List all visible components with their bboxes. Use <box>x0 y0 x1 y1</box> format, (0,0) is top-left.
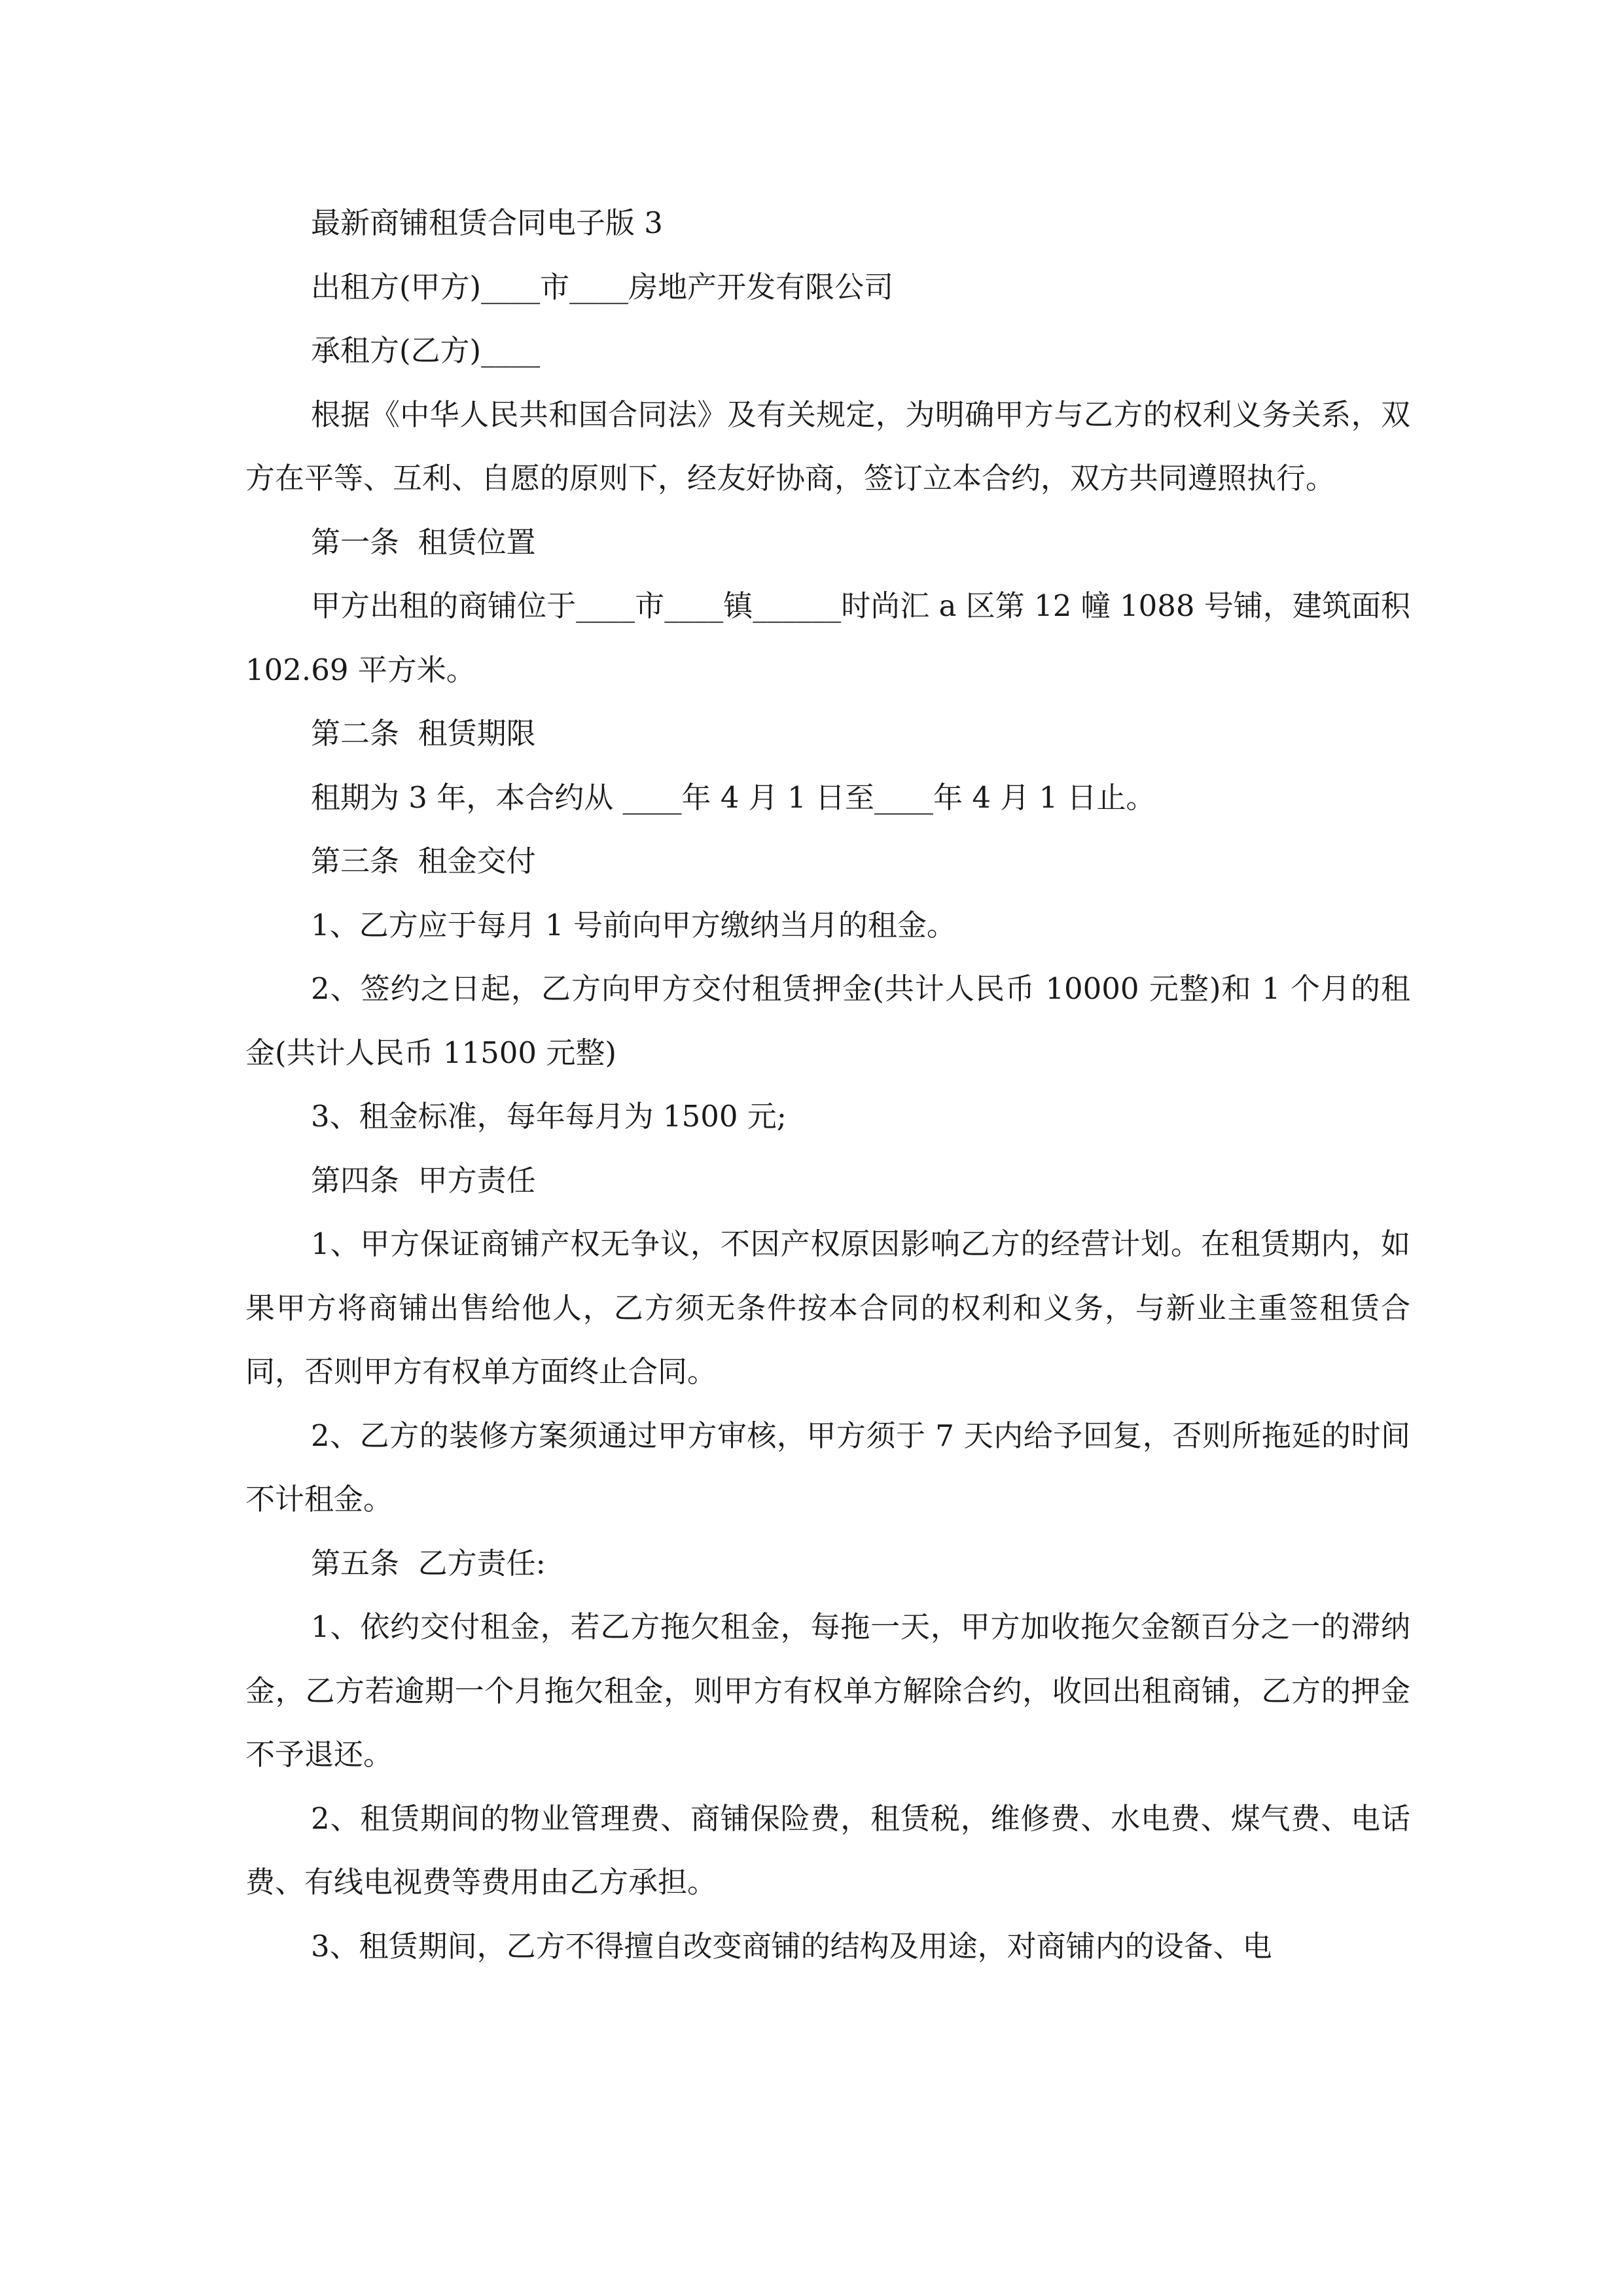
article-5-item-1: 1、依约交付租金，若乙方拖欠租金，每拖一天，甲方加收拖欠金额百分之一的滞纳金，乙方若逾期一个月拖欠租金，则甲方有权单方解除合约，收回出租商铺，乙方的押金不予退还。 <box>245 1609 1410 1772</box>
document-body <box>245 191 1420 1978</box>
article-3-item-3: 3、租金标准，每年每月为 1500 元; <box>311 1099 787 1134</box>
article-4-item-1: 1、甲方保证商铺产权无争议，不因产权原因影响乙方的经营计划。在租赁期内，如果甲方将商铺出售给他人，乙方须无条件按本合同的权利和义务，与新业主重签租赁合同，否则甲方有权单方面终止合同。 <box>245 1227 1410 1389</box>
article-3-item-2: 2、签约之日起，乙方向甲方交付租赁押金(共计人民币 10000 元整)和 1 个月的租金(共计人民币 11500 元整) <box>245 971 1410 1070</box>
article-2-heading: 第二条 租赁期限 <box>311 716 536 751</box>
article-5-item-3: 3、租赁期间，乙方不得擅自改变商铺的结构及用途，对商铺内的设备、电 <box>311 1928 1272 1964</box>
preamble-paragraph: 根据《中华人民共和国合同法》及有关规定，为明确甲方与乙方的权利义务关系，双方在平等、互利、自愿的原则下，经友好协商，签订立本合约，双方共同遵照执行。 <box>245 397 1410 495</box>
lessee-line: 承租方(乙方)____ <box>311 333 541 368</box>
article-3-item-1: 1、乙方应于每月 1 号前向甲方缴纳当月的租金。 <box>311 907 956 942</box>
lessor-line: 出租方(甲方)____市____房地产开发有限公司 <box>311 269 894 304</box>
article-5-heading: 第五条 乙方责任: <box>311 1545 546 1581</box>
article-1-heading: 第一条 租赁位置 <box>311 524 536 560</box>
article-5-item-2: 2、租赁期间的物业管理费、商铺保险费，租赁税，维修费、水电费、煤气费、电话费、有线电视费等费用由乙方承担。 <box>245 1801 1410 1899</box>
article-4-item-2: 2、乙方的装修方案须通过甲方审核，甲方须于 7 天内给予回复，否则所拖延的时间不计租金。 <box>245 1418 1410 1516</box>
document-title: 最新商铺租赁合同电子版 3 <box>311 206 663 240</box>
article-1-paragraph: 甲方出租的商铺位于____市____镇______时尚汇 a 区第 12 幢 1088 号铺，建筑面积 102.69 平方米。 <box>245 588 1420 687</box>
article-4-heading: 第四条 甲方责任 <box>311 1162 536 1198</box>
article-2-paragraph: 租期为 3 年，本合约从 ____年 4 月 1 日至____年 4 月 1 日止。 <box>311 780 1156 815</box>
article-3-heading: 第三条 租金交付 <box>311 844 536 878</box>
